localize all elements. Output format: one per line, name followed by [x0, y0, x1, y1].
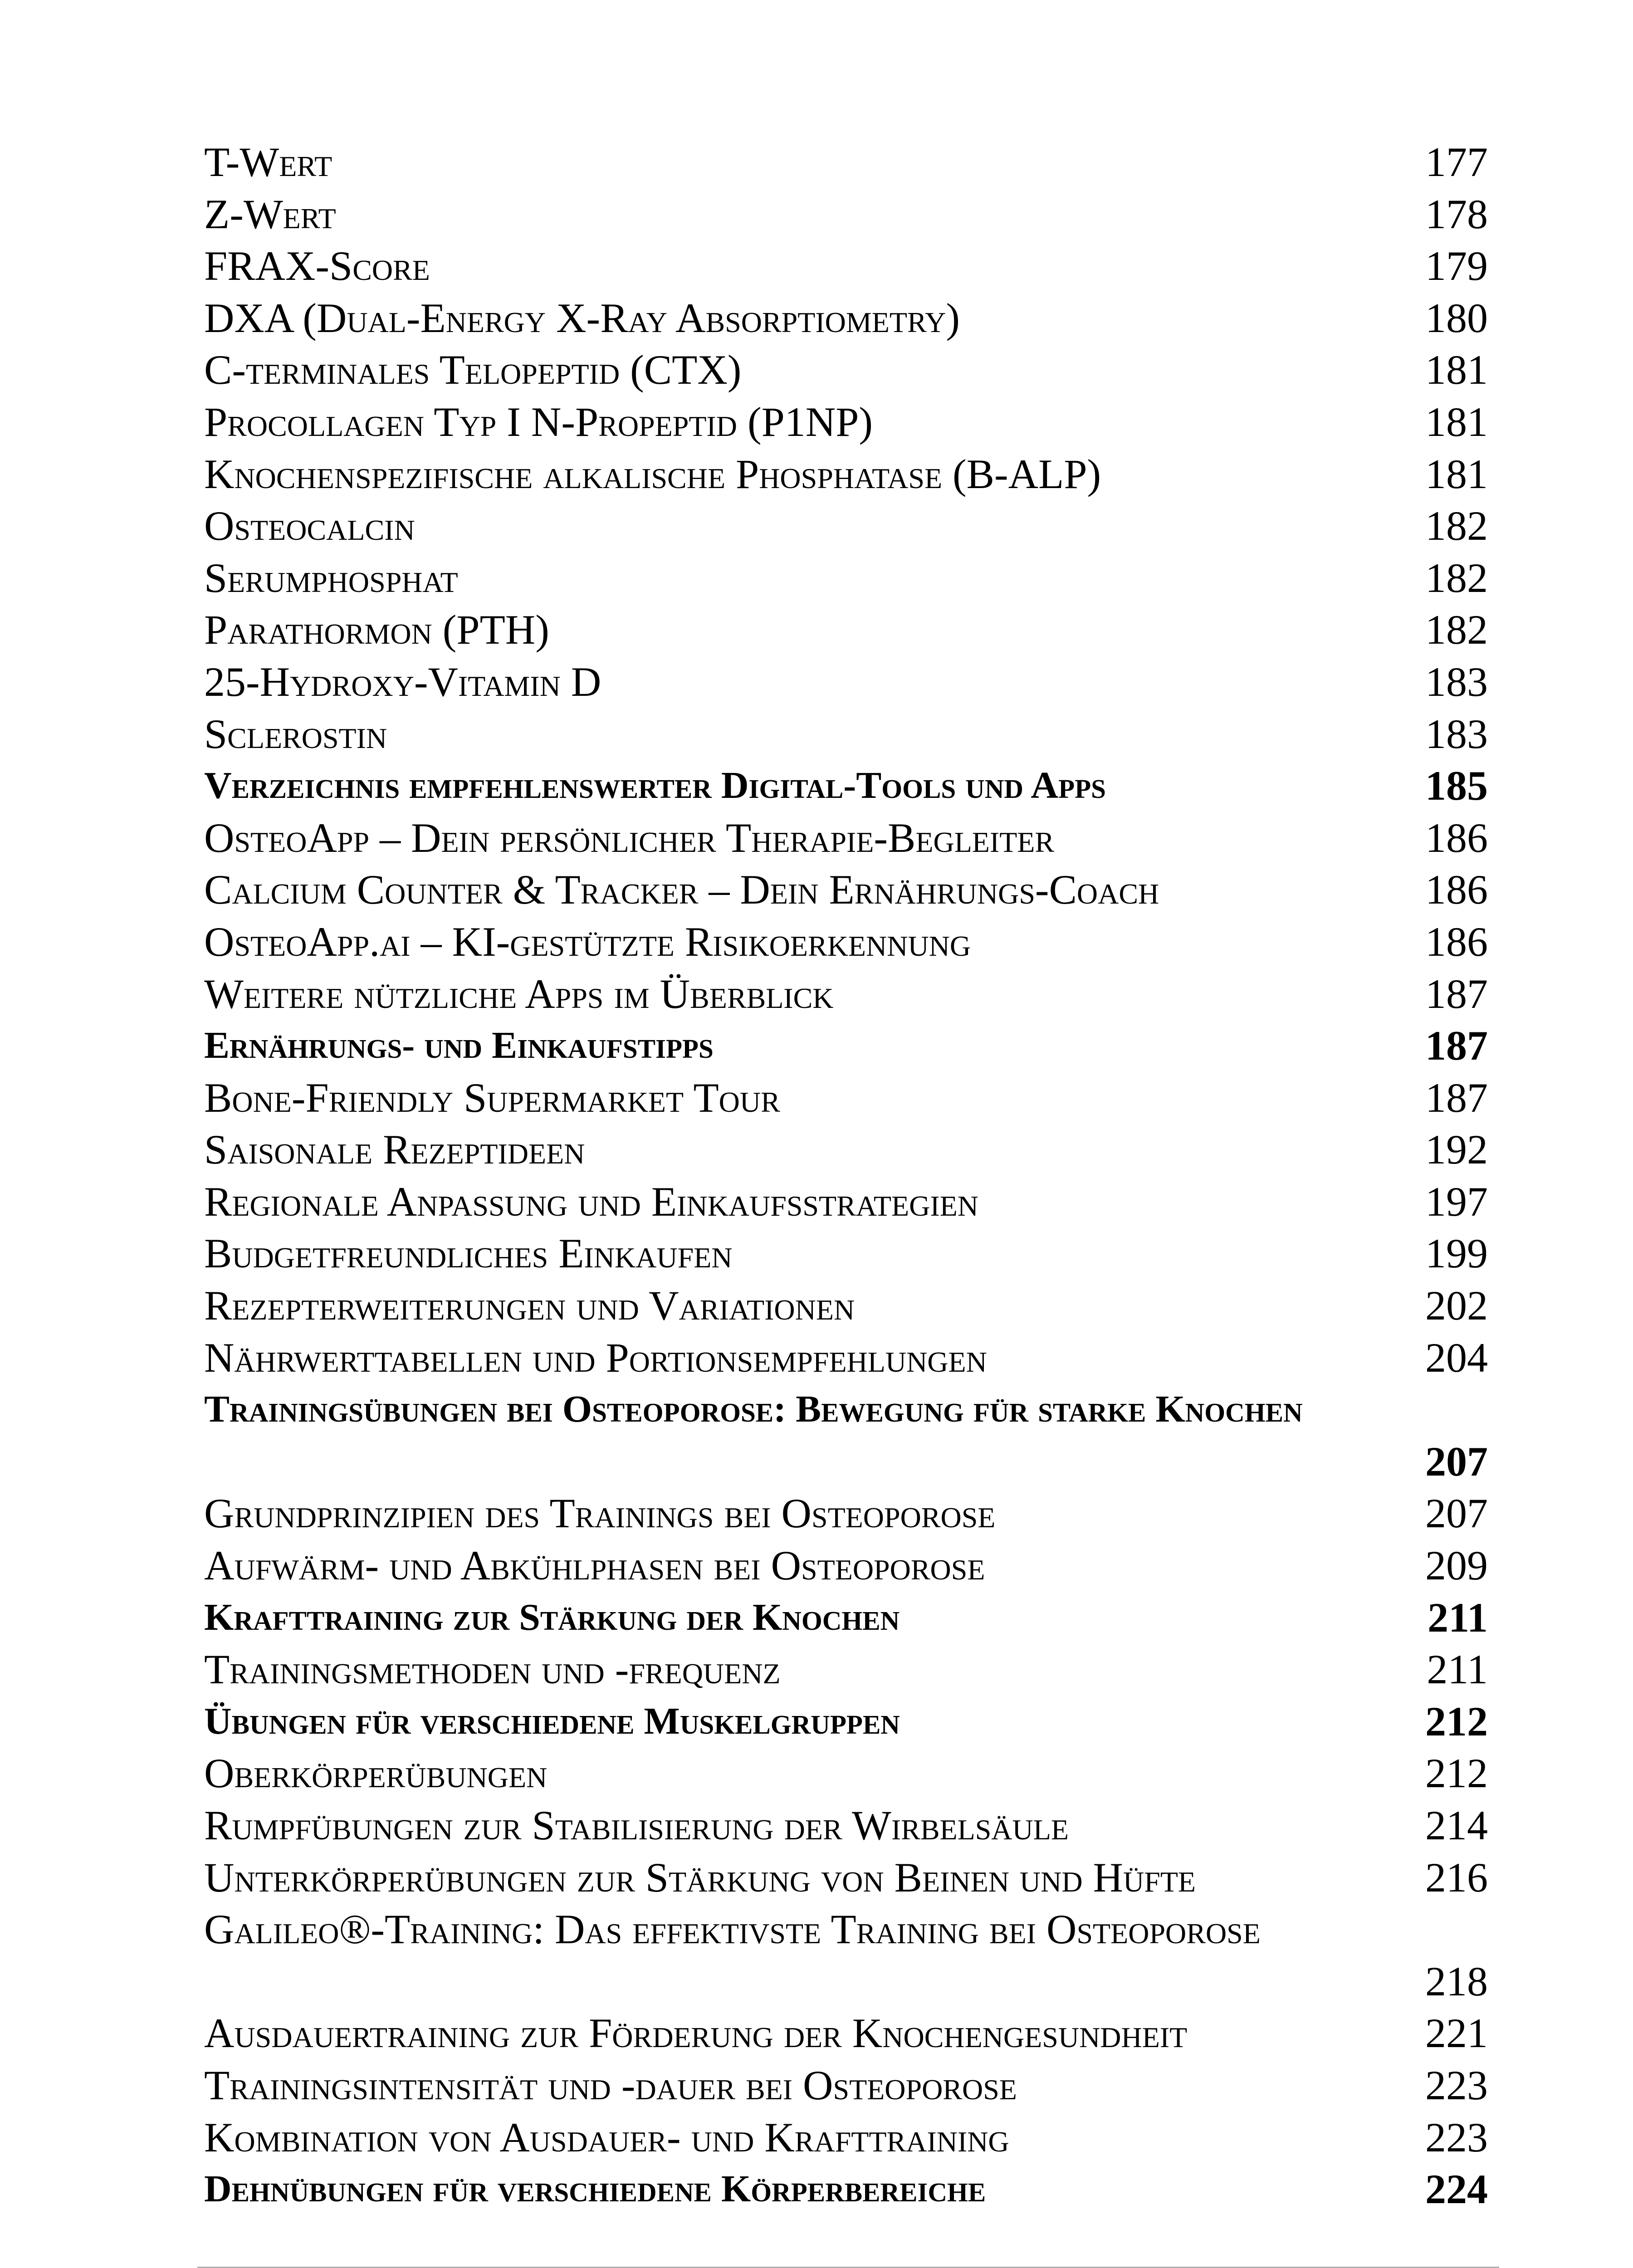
toc-entry-title: Nährwerttabellen und Portionsempfehlungen: [204, 1334, 987, 1381]
toc-section-entry[interactable]: [204, 1540, 1488, 1592]
toc-entry-title: Calcium Counter & Tracker – Dein Ernährungs-Coach: [204, 866, 1159, 913]
toc-entry-page-number: 212: [1425, 1698, 1488, 1745]
toc-entry-page-number: 179: [1425, 243, 1488, 289]
toc-entry-page-number: 182: [1425, 606, 1488, 653]
toc-chapter-entry[interactable]: [204, 2163, 1488, 2215]
toc-section-entry[interactable]: [204, 1747, 1488, 1799]
toc-entry-title: Kombination von Ausdauer- und Krafttraining: [204, 2114, 1009, 2160]
toc-section-entry[interactable]: [204, 708, 1488, 760]
toc-entry-page-number: 207: [1425, 1490, 1488, 1537]
toc-chapter-entry[interactable]: [204, 1020, 1488, 1072]
toc-section-entry[interactable]: [204, 2112, 1488, 2164]
toc-section-entry[interactable]: [204, 656, 1488, 708]
toc-entry-page-number: 181: [1425, 398, 1488, 445]
toc-chapter-entry[interactable]: [204, 1592, 1488, 1644]
toc-entry-page-number: 187: [1425, 1022, 1488, 1069]
toc-section-entry[interactable]: [204, 1176, 1488, 1228]
toc-entry-title: Parathormon (PTH): [204, 606, 549, 653]
toc-entry-page-number: 182: [1425, 503, 1488, 549]
toc-section-entry[interactable]: [204, 1487, 1488, 1540]
toc-entry-page-number: 181: [1425, 450, 1488, 497]
toc-entry-title: 25-Hydroxy-Vitamin D: [204, 658, 601, 705]
toc-entry-title: Trainingsmethoden und -frequenz: [204, 1646, 781, 1693]
toc-entry-page-number: 211: [1427, 1646, 1488, 1693]
toc-entry-title: Procollagen Typ I N-Propeptid (P1NP): [204, 398, 873, 445]
toc-entry-title: Bone-Friendly Supermarket Tour: [204, 1074, 780, 1121]
toc-chapter-entry[interactable]: [204, 760, 1488, 812]
toc-entry-title: Serumphosphat: [204, 554, 458, 601]
toc-section-entry[interactable]: [204, 864, 1488, 916]
toc-section-entry[interactable]: [204, 1643, 1488, 1696]
toc-entry-title: Trainingsübungen bei Osteoporose: Bewegung für starke Knochen: [204, 1388, 1303, 1431]
toc-entry-title: FRAX-Score: [204, 243, 430, 289]
toc-entry-page-number: 197: [1425, 1178, 1488, 1225]
toc-section-entry[interactable]: [204, 344, 1488, 396]
toc-section-entry[interactable]: [204, 1072, 1488, 1124]
toc-entry-page-number: 186: [1425, 814, 1488, 861]
toc-entry-page-number: 211: [1428, 1594, 1488, 1641]
toc-entry-page-number: 212: [1425, 1750, 1488, 1797]
toc-section-entry[interactable]: [204, 1124, 1488, 1176]
toc-entry-page-number: 221: [1425, 2010, 1488, 2057]
toc-entry-title: OsteoApp.ai – KI-gestützte Risikoerkennung: [204, 918, 971, 965]
toc-entry-page-number: 223: [1425, 2114, 1488, 2160]
toc-entry-title: Ausdauertraining zur Förderung der Knochengesundheit: [204, 2010, 1188, 2057]
toc-entry-title: Budgetfreundliches Einkaufen: [204, 1230, 733, 1277]
toc-entry-title: Saisonale Rezeptideen: [204, 1126, 585, 1173]
toc-section-entry[interactable]: [204, 1332, 1488, 1384]
toc-entry-title: Regionale Anpassung und Einkaufsstrategien: [204, 1178, 978, 1225]
toc-entry-page-number: 182: [1425, 554, 1488, 601]
toc-entry-page-number: 224: [1425, 2166, 1488, 2213]
toc-section-entry[interactable]: [204, 1280, 1488, 1332]
toc-section-entry[interactable]: [204, 500, 1488, 552]
toc-section-entry[interactable]: [204, 1852, 1488, 1904]
toc-entry-page-number: 186: [1425, 918, 1488, 965]
toc-entry-title: Übungen für verschiedene Muskelgruppen: [204, 1700, 900, 1742]
toc-entry-title: DXA (Dual-Energy X-Ray Absorptiometry): [204, 294, 960, 341]
toc-entry-title: Sclerostin: [204, 710, 387, 757]
toc-section-entry[interactable]: [204, 396, 1488, 448]
toc-entry-title: Dehnübungen für verschiedene Körperbereiche: [204, 2168, 986, 2210]
toc-entry-page-number: 178: [1425, 191, 1488, 237]
toc-chapter-entry[interactable]: [204, 1383, 1488, 1487]
toc-entry-page-number: 183: [1425, 710, 1488, 757]
toc-entry-title: OsteoApp – Dein persönlicher Therapie-Begleiter: [204, 814, 1055, 861]
toc-section-entry[interactable]: [204, 448, 1488, 500]
toc-entry-title: Grundprinzipien des Trainings bei Osteoporose: [204, 1490, 996, 1537]
toc-entry-page-number: 183: [1425, 658, 1488, 705]
toc-entry-page-number: 218: [1425, 1958, 1488, 2004]
toc-entry-title: Galileo®-Training: Das effektivste Training bei Osteoporose: [204, 1906, 1261, 1953]
toc-entry-title: Z-Wert: [204, 191, 336, 237]
toc-section-entry[interactable]: [204, 2059, 1488, 2112]
table-of-contents: [204, 136, 1488, 2215]
toc-entry-page-number: 177: [1425, 139, 1488, 185]
toc-entry-title: Osteocalcin: [204, 503, 415, 549]
toc-entry-page-number: 186: [1425, 866, 1488, 913]
toc-entry-title: Rumpfübungen zur Stabilisierung der Wirbelsäule: [204, 1802, 1069, 1848]
toc-entry-page-number: 223: [1425, 2062, 1488, 2108]
toc-section-entry[interactable]: [204, 604, 1488, 656]
toc-entry-page-number: 202: [1425, 1282, 1488, 1329]
toc-entry-page-number: 214: [1425, 1802, 1488, 1848]
toc-entry-title: Krafttraining zur Stärkung der Knochen: [204, 1596, 900, 1638]
toc-section-entry[interactable]: [204, 812, 1488, 864]
toc-section-entry[interactable]: [204, 1903, 1488, 2007]
toc-entry-title: Weitere nützliche Apps im Überblick: [204, 970, 834, 1017]
toc-entry-page-number: 207: [1425, 1438, 1488, 1485]
toc-entry-page-number: 192: [1425, 1126, 1488, 1173]
toc-entry-title: Verzeichnis empfehlenswerter Digital-Tools und Apps: [204, 764, 1106, 807]
toc-section-entry[interactable]: [204, 552, 1488, 604]
toc-entry-page-number: 204: [1425, 1334, 1488, 1381]
toc-entry-title: Knochenspezifische alkalische Phosphatase (B-ALP): [204, 450, 1101, 497]
toc-entry-page-number: 187: [1425, 970, 1488, 1017]
toc-section-entry[interactable]: [204, 136, 1488, 188]
toc-entry-page-number: 180: [1425, 294, 1488, 341]
toc-entry-page-number: 181: [1425, 347, 1488, 393]
toc-entry-title: Trainingsintensität und -dauer bei Osteoporose: [204, 2062, 1017, 2108]
toc-section-entry[interactable]: [204, 240, 1488, 292]
toc-entry-title: C-terminales Telopeptid (CTX): [204, 347, 742, 393]
toc-entry-page-number: 199: [1425, 1230, 1488, 1277]
toc-entry-page-number: 216: [1425, 1854, 1488, 1901]
toc-section-entry[interactable]: [204, 1799, 1488, 1852]
toc-entry-title: Aufwärm- und Abkühlphasen bei Osteoporose: [204, 1542, 985, 1589]
toc-section-entry[interactable]: [204, 2007, 1488, 2059]
toc-section-entry[interactable]: [204, 1227, 1488, 1280]
toc-entry-page-number: 209: [1425, 1542, 1488, 1589]
toc-entry-title: Rezepterweiterungen und Variationen: [204, 1282, 855, 1329]
toc-entry-title: Unterkörperübungen zur Stärkung von Beinen und Hüfte: [204, 1854, 1196, 1901]
toc-section-entry[interactable]: [204, 292, 1488, 344]
toc-section-entry[interactable]: [204, 968, 1488, 1020]
toc-section-entry[interactable]: [204, 916, 1488, 968]
toc-entry-title: Oberkörperübungen: [204, 1750, 548, 1797]
toc-chapter-entry[interactable]: [204, 1696, 1488, 1748]
toc-entry-page-number: 185: [1425, 763, 1488, 809]
toc-entry-title: T-Wert: [204, 139, 332, 185]
toc-entry-title: Ernährungs- und Einkaufstipps: [204, 1024, 714, 1067]
toc-entry-page-number: 187: [1425, 1074, 1488, 1121]
toc-section-entry[interactable]: [204, 188, 1488, 240]
